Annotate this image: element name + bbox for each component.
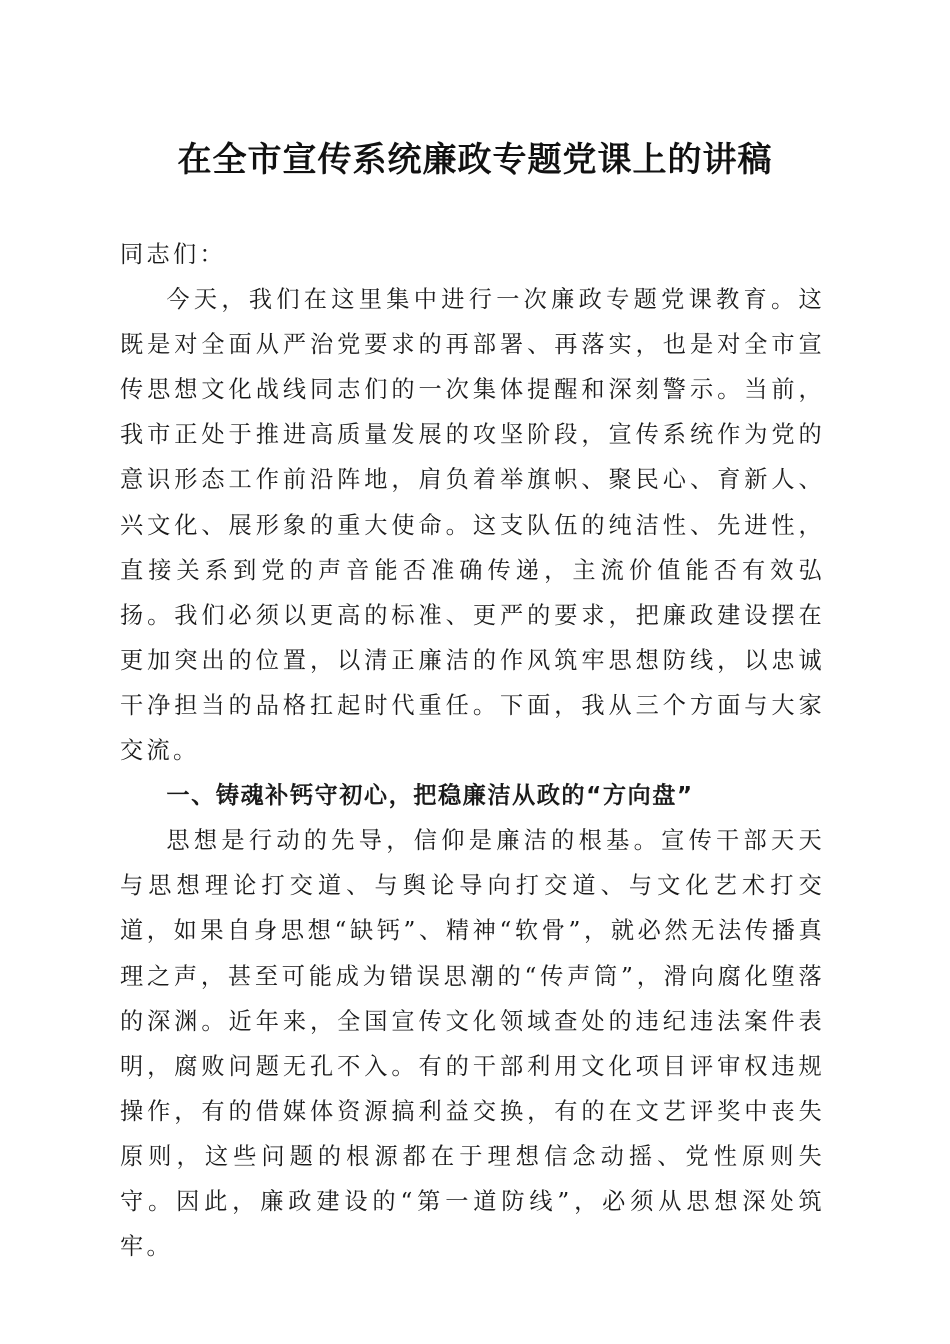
- salutation: 同志们：: [120, 241, 226, 268]
- intro-paragraph: 今天，我们在这里集中进行一次廉政专题党课教育。这既是对全面从严治党要求的再部署、再落实，也是对全市宣传思想文化战线同志们的一次集体提醒和深刻警示。当前，我市正处于推进高质量发展的攻坚阶段，宣传系统作为党的意识形态工作前沿阵地，肩负着举旗帜、聚民心、育新人、兴文化、展形象的重大使命。这支队伍的纯洁性、先进性，直接关系到党的声音能否准确传递，主流价值能否有效弘扬。我们必须以更高的标准、更严的要求，把廉政建设摆在更加突出的位置，以清正廉洁的作风筑牢思想防线，以忠诚干净担当的品格扛起时代重任。下面，我从三个方面与大家交流。: [120, 286, 825, 765]
- section-1-paragraph: 思想是行动的先导，信仰是廉洁的根基。宣传干部天天与思想理论打交道、与舆论导向打交道、与文化艺术打交道，如果自身思想“缺钙”、精神“软骨”，就必然无法传播真理之声，甚至可能成为错误思潮的“传声筒”，滑向腐化堕落的深渊。近年来，全国宣传文化领域查处的违纪违法案件表明，腐败问题无孔不入。有的干部利用文化项目评审权违规操作，有的借媒体资源搞利益交换，有的在文艺评奖中丧失原则，这些问题的根源都在于理想信念动摇、党性原则失守。因此，廉政建设的“第一道防线”，必须从思想深处筑牢。: [120, 827, 825, 1261]
- document-body: [120, 232, 825, 1269]
- section-1-heading: 一、铸魂补钙守初心，把稳廉洁从政的“方向盘”: [166, 782, 694, 810]
- document-title: 在全市宣传系统廉政专题党课上的讲稿: [177, 140, 773, 180]
